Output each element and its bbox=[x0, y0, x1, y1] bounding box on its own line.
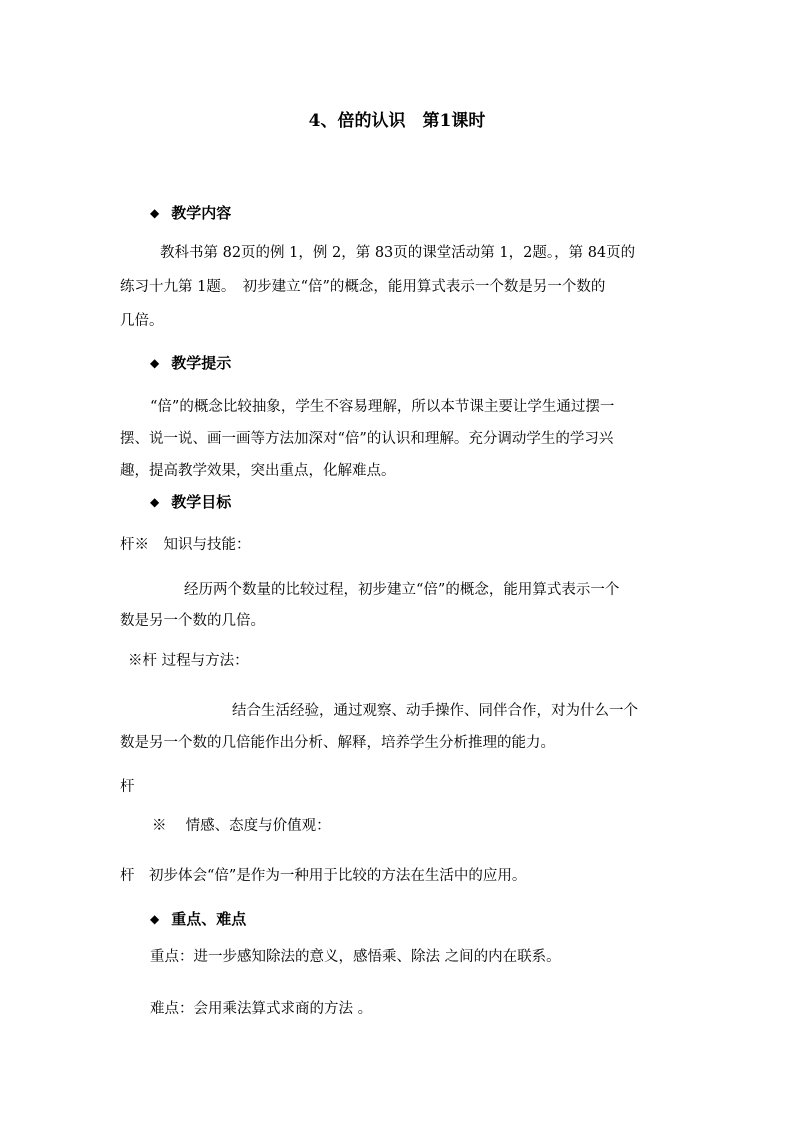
diamond-bullet-icon: ◆ bbox=[150, 206, 160, 220]
emotion-line: 杆 初步体会“倍”是作为一种用于比较的方法在生活中的应用。 bbox=[120, 868, 527, 884]
content-para-line: 练习十九第 1题。 初步建立“倍”的概念，能用算式表示一个数是另一个数的 bbox=[120, 279, 606, 295]
heading-text: 重点、难点 bbox=[171, 910, 247, 928]
heading-text: 教学内容 bbox=[171, 204, 232, 222]
diamond-bullet-icon: ◆ bbox=[150, 495, 160, 509]
knowledge-line: 数是另一个数的几倍。 bbox=[120, 613, 265, 629]
heading-text: 教学提示 bbox=[171, 354, 232, 372]
diamond-bullet-icon: ◆ bbox=[150, 912, 160, 926]
tips-para-line: “倍”的概念比较抽象，学生不容易理解，所以本节课主要让学生通过摆一 bbox=[150, 399, 615, 415]
emotion-label: ※ 情感、态度与价值观： bbox=[152, 818, 331, 834]
knowledge-line: 经历两个数量的比较过程，初步建立“倍”的概念，能用算式表示一个 bbox=[184, 582, 620, 598]
page-title: 4、倍的认识 第1课时 bbox=[308, 111, 486, 131]
stray-character: 杆 bbox=[120, 779, 135, 795]
process-line: 数是另一个数的几倍能作出分析、解释，培养学生分析推理的能力。 bbox=[120, 735, 555, 751]
process-line: 结合生活经验，通过观察、动手操作、同伴合作，对为什么一个 bbox=[232, 703, 638, 719]
tips-para-line: 趣，提高教学效果，突出重点，化解难点。 bbox=[120, 463, 396, 479]
difficult-point-line: 难点：会用乘法算式求商的方法 。 bbox=[150, 1001, 373, 1017]
process-label: ※杆 过程与方法： bbox=[128, 653, 249, 669]
section-heading-goals bbox=[150, 491, 231, 512]
heading-text: 教学目标 bbox=[171, 493, 232, 511]
knowledge-label: 杆※ 知识与技能： bbox=[120, 537, 251, 553]
content-para-line: 教科书第 82页的例 1，例 2，第 83页的课堂活动第 1，2题。，第 84页的 bbox=[160, 245, 636, 261]
section-heading-tips bbox=[150, 352, 231, 373]
section-heading-key-points bbox=[150, 908, 246, 929]
diamond-bullet-icon: ◆ bbox=[150, 356, 160, 370]
key-point-line: 重点：进一步感知除法的意义，感悟乘、除法 之间的内在联系。 bbox=[150, 949, 561, 965]
content-para-line: 几倍。 bbox=[120, 313, 164, 329]
section-heading-content bbox=[150, 202, 231, 223]
tips-para-line: 摆、说一说、画一画等方法加深对“倍”的认识和理解。充分调动学生的学习兴 bbox=[120, 431, 614, 447]
